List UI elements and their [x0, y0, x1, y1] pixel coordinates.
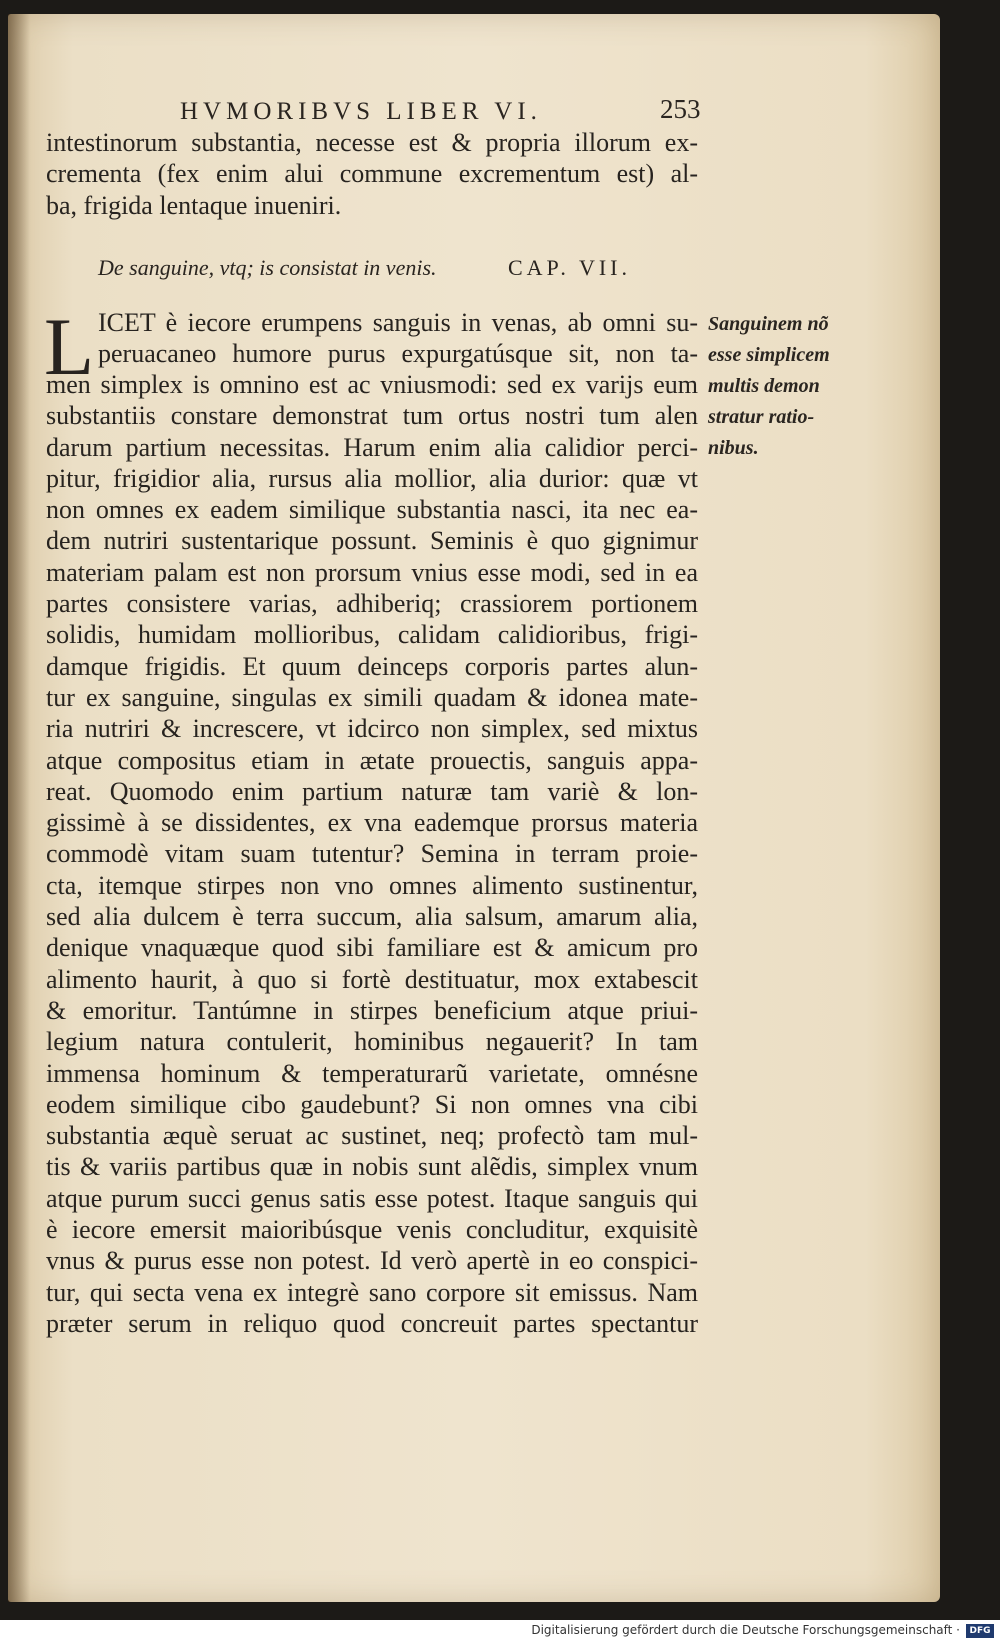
page-number: 253	[660, 94, 701, 124]
chapter-subtitle: De sanguine, vtq; is consistat in venis.	[98, 255, 437, 280]
text-line: men simplex is omnino est ac vniusmodi: sed ex varijs eum	[46, 370, 698, 399]
text-line: tur, qui secta vena ex integrè sano corpore sit emissus. Nam	[46, 1277, 698, 1307]
body-first-lines	[98, 307, 698, 370]
body-paragraph	[46, 369, 698, 1339]
text-line: atque purum succi genus satis esse potest. Itaque sanguis qui	[46, 1183, 698, 1213]
text-line: non omnes ex eadem similique substantia nasci, ita nec ea-	[46, 495, 698, 525]
text-line: præter serum in reliquo quod concreuit partes spectantur	[46, 1308, 698, 1338]
text-line: alimento haurit, à quo si fortè destituatur, mox extabescit	[46, 964, 698, 994]
intro-paragraph	[46, 127, 698, 221]
text-line: partes consistere varias, adhiberiq; crassiorem portionem	[46, 589, 698, 619]
text-line: damque frigidis. Et quum deinceps corporis partes alun-	[46, 651, 698, 681]
text-line: immensa hominum & temperaturarũ varietate, omnésne	[46, 1058, 698, 1088]
text-line: dem nutriri sustentarique possunt. Seminis è quo gignimur	[46, 526, 698, 556]
spine-shadow	[8, 14, 30, 1602]
text-line: denique vnaquæque quod sibi familiare est & amicum pro	[46, 933, 698, 963]
text-line: substantia æquè seruat ac sustinet, neq; profectò tam mul-	[46, 1121, 698, 1151]
text-line: ria nutriri & increscere, vt idcirco non simplex, sed mixtus	[46, 714, 698, 744]
text-line: tur ex sanguine, singulas ex simili quadam & idonea mate-	[46, 682, 698, 712]
margin-note-line: stratur ratio-	[708, 406, 815, 428]
text-line: reat. Quomodo enim partium naturæ tam variè & lon-	[46, 776, 698, 806]
text-line: crementa (fex enim alui commune excrementum est) al-	[46, 159, 698, 189]
text-line: atque compositus etiam in ætate prouectis, sanguis appa-	[46, 745, 698, 775]
text-line: peruacaneo humore purus expurgatúsque sit, non ta-	[98, 339, 698, 369]
text-line: pitur, frigidior alia, rursus alia mollior, alia durior: quæ vt	[46, 463, 698, 493]
dfg-logo: DFG	[966, 1624, 994, 1638]
margin-note	[708, 309, 848, 464]
text-line: solidis, humidam mollioribus, calidam calidioribus, frigi-	[46, 620, 698, 650]
funding-text: Digitalisierung gefördert durch die Deutsche Forschungsgemeinschaft ·	[531, 1623, 960, 1637]
margin-note-line: esse simplicem	[708, 344, 830, 366]
text-line: substantiis constare demonstrat tum ortus nostri tum alen	[46, 401, 698, 431]
margin-note-line: nibus.	[708, 437, 759, 459]
text-line: commodè vitam suam tutentur? Semina in terram proie-	[46, 839, 698, 869]
text-line: ba, frigida lentaque inueniri.	[46, 190, 342, 220]
text-line: tis & variis partibus quæ in nobis sunt alẽdis, simplex vnum	[46, 1152, 698, 1182]
text-line: intestinorum substantia, necesse est & propria illorum ex-	[46, 128, 698, 157]
chapter-heading	[98, 255, 632, 281]
text-line: ICET è iecore erumpens sanguis in venas, ab omni su-	[98, 308, 698, 337]
running-head-title: HVMORIBVS LIBER VI.	[180, 98, 542, 125]
text-line: gissimè à se dissidentes, ex vna eademque prorsus materia	[46, 808, 698, 838]
text-line: vnus & purus esse non potest. Id verò apertè in eo conspici-	[46, 1246, 698, 1276]
text-line: cta, itemque stirpes non vno omnes alimento sustinentur,	[46, 870, 698, 900]
drop-cap-initial: L	[44, 301, 95, 392]
margin-note-line: Sanguinem nõ	[708, 313, 829, 335]
text-line: materiam palam est non prorsum vnius esse modi, sed in ea	[46, 557, 698, 587]
text-line: darum partium necessitas. Harum enim alia calidior perci-	[46, 432, 698, 462]
chapter-number: CAP. VII.	[508, 255, 632, 280]
text-line: sed alia dulcem è terra succum, alia salsum, amarum alia,	[46, 902, 698, 932]
text-line: eodem similique cibo gaudebunt? Si non omnes vna cibi	[46, 1089, 698, 1119]
funding-footer	[0, 1620, 1000, 1643]
text-line: è iecore emersit maioribúsque venis concluditur, exquisitè	[46, 1215, 698, 1245]
margin-note-line: multis demon	[708, 375, 820, 397]
text-line: & emoritur. Tantúmne in stirpes beneficium atque priui-	[46, 995, 698, 1025]
text-line: legium natura contulerit, hominibus negauerit? In tam	[46, 1027, 698, 1057]
